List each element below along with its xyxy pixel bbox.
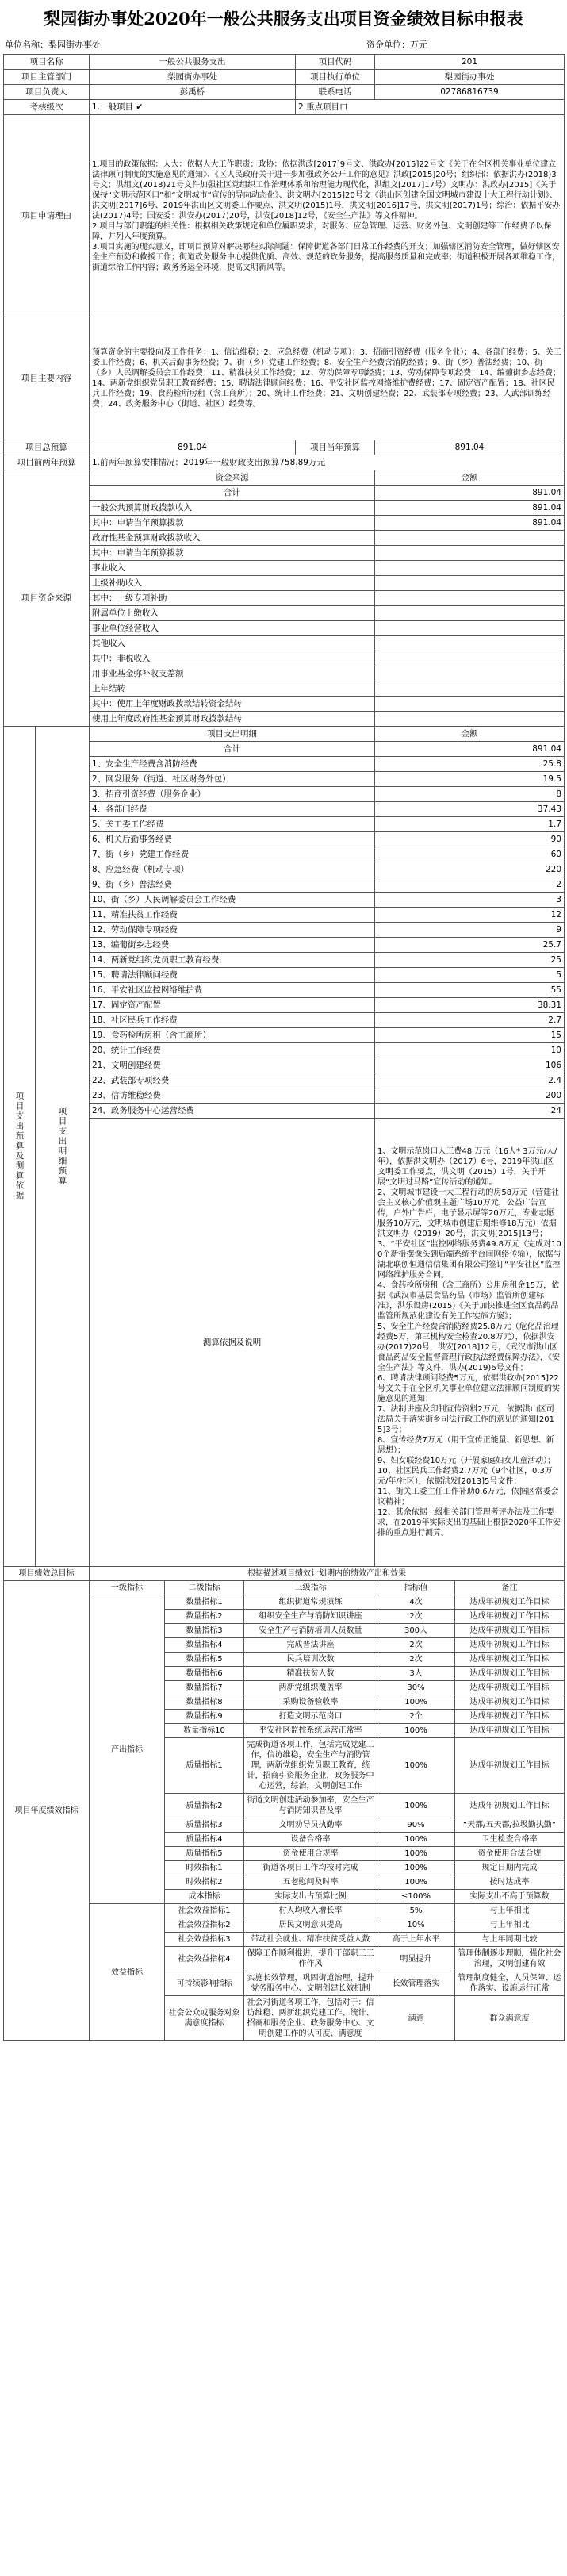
perf-note: 与上年相比 [455, 1904, 565, 1918]
funding-amount [375, 621, 565, 636]
perf-value: 100% [377, 1695, 455, 1710]
phone: 02786816739 [375, 85, 565, 100]
expense-item: 8、应急经费（机动专项） [90, 862, 375, 877]
funding-source: 其他收入 [90, 636, 375, 651]
perf-level3: 安全生产与消防培训人员数量 [244, 1624, 377, 1638]
project-name-label: 项目名称 [4, 55, 90, 70]
perf-level2: 社会效益指标1 [165, 1904, 244, 1918]
perf-header: 一级指标 [90, 1581, 165, 1595]
funding-amount [375, 591, 565, 606]
perf-level2: 数量指标7 [165, 1681, 244, 1695]
expense-amount: 15 [375, 1028, 565, 1043]
expense-item: 23、信访维稳经费 [90, 1088, 375, 1104]
funding-source: 其中：上级专项补助 [90, 591, 375, 606]
competent-dept-label: 项目主管部门 [4, 70, 90, 85]
phone-label: 联系电话 [296, 85, 375, 100]
perf-note: 实际支出不高于预算数 [455, 1890, 565, 1904]
perf-value: 100% [377, 1794, 455, 1818]
perf-level2: 数量指标1 [165, 1595, 244, 1610]
funding-source: 上年结转 [90, 681, 375, 697]
expense-item: 14、两新党组织党员职工教育经费 [90, 953, 375, 968]
funding-source: 上级补助收入 [90, 576, 375, 591]
expense-amount: 37.43 [375, 802, 565, 817]
expense-item: 15、聘请法律顾问经费 [90, 968, 375, 983]
perf-level3: 设备合格率 [244, 1833, 377, 1847]
expense-amount: 19.5 [375, 772, 565, 787]
expense-amount: 60 [375, 847, 565, 862]
expense-amount: 55 [375, 983, 565, 998]
perf-note: 达成年初规划工作目标 [455, 1681, 565, 1695]
perf-note: 达成年初规划工作目标 [455, 1794, 565, 1818]
expense-amount: 2.7 [375, 1013, 565, 1028]
expense-amount: 12 [375, 908, 565, 923]
funding-amount [375, 712, 565, 727]
funding-source: 事业收入 [90, 561, 375, 576]
perf-level2: 数量指标4 [165, 1638, 244, 1653]
expense-item: 24、政务服务中心运营经费 [90, 1104, 375, 1119]
expense-amount: 38.31 [375, 998, 565, 1013]
perf-value: ≤100% [377, 1890, 455, 1904]
perf-value: 长效管理落实 [377, 1971, 455, 1996]
level-label: 考核级次 [4, 100, 90, 115]
expense-item: 11、精准扶贫工作经费 [90, 908, 375, 923]
perf-level2: 质量指标5 [165, 1847, 244, 1861]
expense-item: 13、编葡街乡志经费 [90, 938, 375, 953]
money-unit: 资金单位：万元 [366, 40, 427, 50]
expense-header-item: 项目支出明细 [90, 727, 375, 742]
perf-level2: 社会效益指标3 [165, 1933, 244, 1947]
content-text: 预算资金的主要投向及工作任务：1、信访维稳；2、应急经费（机动专项）；3、招商引资经费（服务企业）；4、各部门经费；5、关工委工作经费；6、机关后勤事务经费；7、街（乡）党建工作经费；8、安全生产经费含消防经费；9、街（乡）普法经费；10、街（乡）人民调解委员会工作经费；11、精准扶贫工作经费；12、劳动保障专项经费；13、劳动保障专项经费；14、编葡街乡志经费；14、两新党组织党员职工教育经费；15、聘请法律顾问经费；16、平安社区监控网络维护费经费；17、固定资产配置；18、社区民兵工作经费；19、食药检所房租（含工商所）；20、统计工作经费；21、文明创建经费；22、武装部专项经费；23、人武部训练经费；24、政务服务中心（街道、社区）经费等。 [90, 317, 565, 440]
perf-summary-header: 根据描述项目绩效计划期内的绩效产出和效果 [90, 1567, 565, 1581]
expense-amount: 25 [375, 953, 565, 968]
expense-amount: 891.04 [375, 742, 565, 757]
perf-note: 达成年初规划工作目标 [455, 1595, 565, 1610]
funding-amount: 891.04 [375, 501, 565, 516]
perf-note: 与上年相比 [455, 1918, 565, 1933]
unit-name: 单位名称：梨园街办事处 [5, 40, 101, 50]
perf-note: 与上年同期比较 [455, 1933, 565, 1947]
content-label: 项目主要内容 [4, 317, 90, 440]
perf-value: 100% [377, 1833, 455, 1847]
perf-value: 100% [377, 1724, 455, 1738]
perf-value: 2个 [377, 1710, 455, 1724]
perf-level3: 街道各项日工作均按时完成 [244, 1861, 377, 1875]
perf-note: 卫生检查合格率 [455, 1833, 565, 1847]
perf-value: 100% [377, 1738, 455, 1794]
perf-note: 达成年初规划工作目标 [455, 1610, 565, 1624]
basis-label: 测算依据及说明 [90, 1119, 375, 1567]
expense-item: 10、街（乡）人民调解委员会工作经费 [90, 893, 375, 908]
perf-level2: 成本指标 [165, 1890, 244, 1904]
perf-level3: 资金使用合规率 [244, 1847, 377, 1861]
funding-table [3, 470, 565, 727]
expense-amount: 220 [375, 862, 565, 877]
perf-note: 达成年初规划工作目标 [455, 1695, 565, 1710]
funding-amount [375, 651, 565, 666]
perf-header: 指标值 [377, 1581, 455, 1595]
expense-item: 21、文明创建经费 [90, 1058, 375, 1073]
funding-amount [375, 666, 565, 681]
expense-amount: 8 [375, 787, 565, 802]
report-title: 梨园街办事处2020年一般公共服务支出项目资金绩效目标申报表 [44, 9, 523, 29]
funding-source: 其中：非税收入 [90, 651, 375, 666]
perf-value: 100% [377, 1861, 455, 1875]
perf-value: 明显提升 [377, 1947, 455, 1971]
perf-level3: 居民文明意识提高 [244, 1918, 377, 1933]
perf-level3: 带动社会就业、精准扶贫受益人数 [244, 1933, 377, 1947]
expense-amount: 25.7 [375, 938, 565, 953]
perf-level2: 数量指标3 [165, 1624, 244, 1638]
expense-item: 18、社区民兵工作经费 [90, 1013, 375, 1028]
funding-header-amount: 金额 [375, 470, 565, 486]
expense-item: 16、平安社区监控网络维护费 [90, 983, 375, 998]
expense-item: 2、网发服务（街道、社区财务外包） [90, 772, 375, 787]
perf-note: 达成年初规划工作目标 [455, 1653, 565, 1667]
expense-item: 5、关工委工作经费 [90, 817, 375, 832]
perf-level3: 民兵培训次数 [244, 1653, 377, 1667]
funding-source: 其中：申请当年预算拨款 [90, 546, 375, 561]
funding-source: 一般公共预算财政拨款收入 [90, 501, 375, 516]
perf-value: 100% [377, 1847, 455, 1861]
perf-value: 90% [377, 1818, 455, 1833]
perf-value: 2次 [377, 1653, 455, 1667]
perf-level3: 打造文明示范岗口 [244, 1710, 377, 1724]
expense-outer-label: 项目支出预算及测算依据 [4, 727, 36, 1567]
funding-amount [375, 576, 565, 591]
apply-reason-label: 项目申请理由 [4, 115, 90, 317]
perf-level3: 组织街道常规演练 [244, 1595, 377, 1610]
perf-level1: 产出指标 [90, 1595, 165, 1904]
perf-level3: 精准扶贫人数 [244, 1667, 377, 1681]
project-code: 201 [375, 55, 565, 70]
perf-level1: 效益指标 [90, 1904, 165, 2041]
funding-amount [375, 546, 565, 561]
perf-level3: 两新党组织覆盖率 [244, 1681, 377, 1695]
perf-level3: 平安社区监控系统运营正常率 [244, 1724, 377, 1738]
perf-note: 管理制度健全，人员保障、运作落实、设施运行正常 [455, 1971, 565, 1996]
perf-level2: 数量指标8 [165, 1695, 244, 1710]
expense-amount: 3 [375, 893, 565, 908]
perf-value: 满意 [377, 1996, 455, 2041]
perf-level3: 采购设备验收率 [244, 1695, 377, 1710]
perf-note: 达成年初规划工作目标 [455, 1624, 565, 1638]
project-name: 一般公共服务支出 [90, 55, 296, 70]
funding-source: 其中：申请当年预算拨款 [90, 516, 375, 531]
perf-level3: 组织安全生产与消防知识讲座 [244, 1610, 377, 1624]
expense-item: 4、各部门经费 [90, 802, 375, 817]
funding-amount [375, 606, 565, 621]
expense-amount: 106 [375, 1058, 565, 1073]
check-icon: ✔ [136, 102, 144, 112]
apply-reason-text: 1.项目的政策依据：人大：依据人大工作职责；政协：依据洪政[2017]9号文、洪政办[2015]22号文《关于在全区机关事业单位建立法律顾问制度的实施意见的通知》、《区人民政府关于进一步加强政务公开工作的意见》洪政[2015]20号；组织部：依据洪办(2018)3号文；洪组文(2018)21号文件加强社区党组织工作治理体系和治理能力现代化，洪组文[2017]17号）文明办：洪政办[2015]《关于保持“文明示范区口”和“文明城市”宣传的导向动态化》、洪文明办[2015]20号文《洪山区创建全国文明城市建设十大工程行动计划》、洪文明[2017]6号、2019年洪山区文明委工作要点、洪文明(2015)1号，洪文明[2016]17号，洪文明(2017)1号；综治：依据平安办法(2017)4号；国安委：洪安办(2017)20号，洪安[2018]12号，《安全生产法》等文件精神。 2.项目与部门职能的相关性：根据相关政策规定和单位履职要求，对服务、应急管理、运营、财务外包、文明创建等工作经费予以保障，并列入年度预算。 3.项目实施的现实意义，即项目预算对解决哪些实际问题：保障街道各部门日常工作经费的开支；加强辖区消防安全管理，做好辖区安全生产预防和救援工作；街道政务服务中心提供优质、高效、规范的政务服务，提高服务质量和完成率；街道积极开展各项维稳工作，街道综治工作内容；政务务运全环境，提高文明新风等。 [90, 115, 565, 317]
funding-amount [375, 681, 565, 697]
expense-amount: 90 [375, 832, 565, 847]
perf-total-label: 项目绩效总目标 [4, 1567, 90, 1581]
funding-source: 合计 [90, 486, 375, 501]
perf-level2: 数量指标9 [165, 1710, 244, 1724]
expense-item: 20、统计工作经费 [90, 1043, 375, 1058]
perf-level2: 数量指标10 [165, 1724, 244, 1738]
funding-amount [375, 697, 565, 712]
expense-item: 1、安全生产经费含消防经费 [90, 757, 375, 772]
perf-note: 达成年初规划工作目标 [455, 1638, 565, 1653]
perf-value: 3人 [377, 1667, 455, 1681]
exec-unit: 梨园街办事处 [375, 70, 565, 85]
expense-item: 17、固定资产配置 [90, 998, 375, 1013]
expense-amount: 2.4 [375, 1073, 565, 1088]
leader-label: 项目负责人 [4, 85, 90, 100]
expense-item: 19、食药检所房租（含工商所） [90, 1028, 375, 1043]
perf-value: 100% [377, 1875, 455, 1890]
perf-header: 备注 [455, 1581, 565, 1595]
perf-level3: 实施长效管理，巩固街道治理，提升党务服务中心、文明创建长效机制 [244, 1971, 377, 1996]
perf-level3: 实际支出占预算比例 [244, 1890, 377, 1904]
project-code-label: 项目代码 [296, 55, 375, 70]
funding-source: 其中：使用上年度财政拨款结转资金结转 [90, 697, 375, 712]
expense-detail-label: 项目支出明细预算 [36, 727, 90, 1567]
perf-value: 5% [377, 1904, 455, 1918]
perf-level2: 质量指标3 [165, 1818, 244, 1833]
funding-source: 政府性基金预算财政拨款收入 [90, 531, 375, 546]
funding-source: 使用上年度政府性基金预算财政拨款结转 [90, 712, 375, 727]
perf-level3: 文明劝导员执勤率 [244, 1818, 377, 1833]
perf-level3: 保障工作顺利推进，提升干部职工工作作风 [244, 1947, 377, 1971]
expense-amount: 1.7 [375, 817, 565, 832]
perf-note: 规定日期内完成 [455, 1861, 565, 1875]
leader: 彭禹桥 [90, 85, 296, 100]
perf-level3: 五老慰问及时率 [244, 1875, 377, 1890]
prev-budget-label: 项目前两年预算 [4, 455, 90, 470]
expense-amount: 2 [375, 877, 565, 893]
perf-value: 300人 [377, 1624, 455, 1638]
funding-label: 项目资金来源 [4, 470, 90, 727]
perf-level3: 完成普法讲座 [244, 1638, 377, 1653]
expense-amount: 9 [375, 923, 565, 938]
prev-budget-text: 1.前两年预算安排情况：2019年一般财政支出预算758.89万元 [90, 455, 565, 470]
funding-source: 事业单位经营收入 [90, 621, 375, 636]
basis-text: 1、文明示范岗口人工费48 万元（16人* 3万元/人/年），依据洪文明办（2017）6号，2019年洪山区文明委工作要点，洪文明（2015）1号，关于开展“文明过马路”宣传活动的通知。 2、文明城市建设十大工程行动的房58万元（营建社会主义核心价值观主题广场10万元，公益广告宣传，户外广告栏，电子显示屏等20万元，专业志愿服务10万元，文明城市创建后期维修18万元）依据洪文明办（2019）20号，洪文明[2015]13号； 3、“平安社区”监控网络服务费49.8万元（完成对100个新摄摆像头到后端系统平台间网络传输），依据与湖北联创恒通信信集团有限公司签订“平安社区”监控网络维护服务合同。 4、食药检所房租（含工商所）公用房租金15万，依据《武汉市基层食品药品（市场）监管所创建标准》，洪乐设房(2015)《关于加快推进全区食品药品监管所规范化建设有关工作实施方案》； 5、安全生产经费含消防经费25.8万元（危化品治理经费5万，第三机构安全检查20.8万元），依据洪安办(2017)20号，洪安[2018]12号，《武汉市洪山区食品药品安全监督管理行政执法经费保障办法》，《安全生产法》等文件，洪办(2019)6号文件； 6、聘请法律顾问经费5万元，依据洪政办[2015]22号文关于在全区机关事业单位建立法律顾问制度的实施意见的通知； 7、法制讲座及印制宣传资料2万元，依据洪山区司法局关于落实街乡司法行政工作的意见的通知[2015]3号； 8、宣传经费7万元（用于宣传正能量、新思想、新思想）； 9、妇女联经费10万元（开展家庭妇女儿童活动）； 10、社区民兵工作经费2.7万元（9个社区，0.3万元/年/社区），依据洪发[2013]5号文件； 11、街关工委主任工作补助0.6万元，依据区常委会议精神； 12、其余依据上级相关部门管理考评办法及工作要求，在2019年实际支出的基础上根据2020年工作安排的重点进行测算。 [375, 1119, 565, 1567]
level-option-key[interactable]: 2.重点项目口 [296, 100, 565, 115]
perf-header: 二级指标 [165, 1581, 244, 1595]
budget-current-label: 项目当年预算 [296, 440, 375, 455]
expense-item: 22、武装部专项经费 [90, 1073, 375, 1088]
perf-note: 资金使用合法合规 [455, 1847, 565, 1861]
perf-level3: 街道文明创建活动参加率，安全生产与消防知识普及率 [244, 1794, 377, 1818]
perf-note: 达成年初规划工作目标 [455, 1710, 565, 1724]
perf-level3: 社会对街道各项工作，包括对于：信访维稳、两新组织党建工作、统计、招商和服务企业、政务服务中心、文明创建工作的认可度、满意度 [244, 1996, 377, 2041]
perf-level2: 数量指标5 [165, 1653, 244, 1667]
perf-header-row [4, 1581, 565, 1595]
level-option-general[interactable]: 1.一般项目 ✔ [90, 100, 296, 115]
perf-level2: 数量指标2 [165, 1610, 244, 1624]
funding-header-source: 资金来源 [90, 470, 375, 486]
perf-note: 达成年初规划工作目标 [455, 1724, 565, 1738]
expense-item: 7、街（乡）党建工作经费 [90, 847, 375, 862]
perf-level2: 时效指标2 [165, 1875, 244, 1890]
budget-total-label: 项目总预算 [4, 440, 90, 455]
expense-item: 9、街（乡）普法经费 [90, 877, 375, 893]
budget-current: 891.04 [375, 440, 565, 455]
perf-level2: 质量指标4 [165, 1833, 244, 1847]
perf-level3: 完成街道各项工作，包括完成党建工作，信访维稳，安全生产与消防管理，两新党组织党员职工教育，统计，招商引资服务企业，政务服务中心运营，综治，文明创建工作 [244, 1738, 377, 1794]
perf-header: 三级指标 [244, 1581, 377, 1595]
expense-header-amount: 金额 [375, 727, 565, 742]
perf-note: “天都/五天都/拉圾勤执勤” [455, 1818, 565, 1833]
perf-note: 群众满意度 [455, 1996, 565, 2041]
funding-source: 用事业基金弥补收支差额 [90, 666, 375, 681]
expense-amount: 25.8 [375, 757, 565, 772]
funding-amount: 891.04 [375, 486, 565, 501]
expense-item: 6、机关后勤事务经费 [90, 832, 375, 847]
perf-value: 2次 [377, 1638, 455, 1653]
report-meta [3, 38, 564, 54]
perf-level2: 时效指标1 [165, 1861, 244, 1875]
expense-amount: 5 [375, 968, 565, 983]
perf-level2: 数量指标6 [165, 1667, 244, 1681]
perf-level2: 质量指标2 [165, 1794, 244, 1818]
perf-note: 达成年初规划工作目标 [455, 1738, 565, 1794]
perf-level2: 社会公众或服务对象满意度指标 [165, 1996, 244, 2041]
expense-item: 3、招商引资经费（服务企业） [90, 787, 375, 802]
perf-value: 高于上年水平 [377, 1933, 455, 1947]
funding-amount [375, 636, 565, 651]
funding-amount [375, 531, 565, 546]
performance-table [3, 1566, 565, 2041]
perf-level2: 社会效益指标4 [165, 1947, 244, 1971]
perf-level3: 村人均收入增长率 [244, 1904, 377, 1918]
funding-amount: 891.04 [375, 516, 565, 531]
budget-total: 891.04 [90, 440, 296, 455]
expense-item: 合计 [90, 742, 375, 757]
perf-value: 2次 [377, 1610, 455, 1624]
expense-table [3, 726, 565, 1567]
perf-value: 30% [377, 1681, 455, 1695]
perf-note: 管理体制逐步理顺，强化社会治理，文明创建有效 [455, 1947, 565, 1971]
perf-level2: 可持续影响指标 [165, 1971, 244, 1996]
expense-amount: 10 [375, 1043, 565, 1058]
funding-amount [375, 561, 565, 576]
perf-level2: 社会效益指标2 [165, 1918, 244, 1933]
expense-amount: 24 [375, 1104, 565, 1119]
perf-note: 达成年初规划工作目标 [455, 1667, 565, 1681]
perf-note: 按时达成率 [455, 1875, 565, 1890]
perf-year-label: 项目年度绩效指标 [4, 1581, 90, 2041]
competent-dept: 梨园街办事处 [90, 70, 296, 85]
expense-item: 12、劳动保障专项经费 [90, 923, 375, 938]
exec-unit-label: 项目执行单位 [296, 70, 375, 85]
perf-value: 10% [377, 1918, 455, 1933]
funding-source: 附属单位上缴收入 [90, 606, 375, 621]
expense-amount: 200 [375, 1088, 565, 1104]
report-table [3, 54, 565, 470]
perf-value: 4次 [377, 1595, 455, 1610]
perf-level2: 质量指标1 [165, 1738, 244, 1794]
